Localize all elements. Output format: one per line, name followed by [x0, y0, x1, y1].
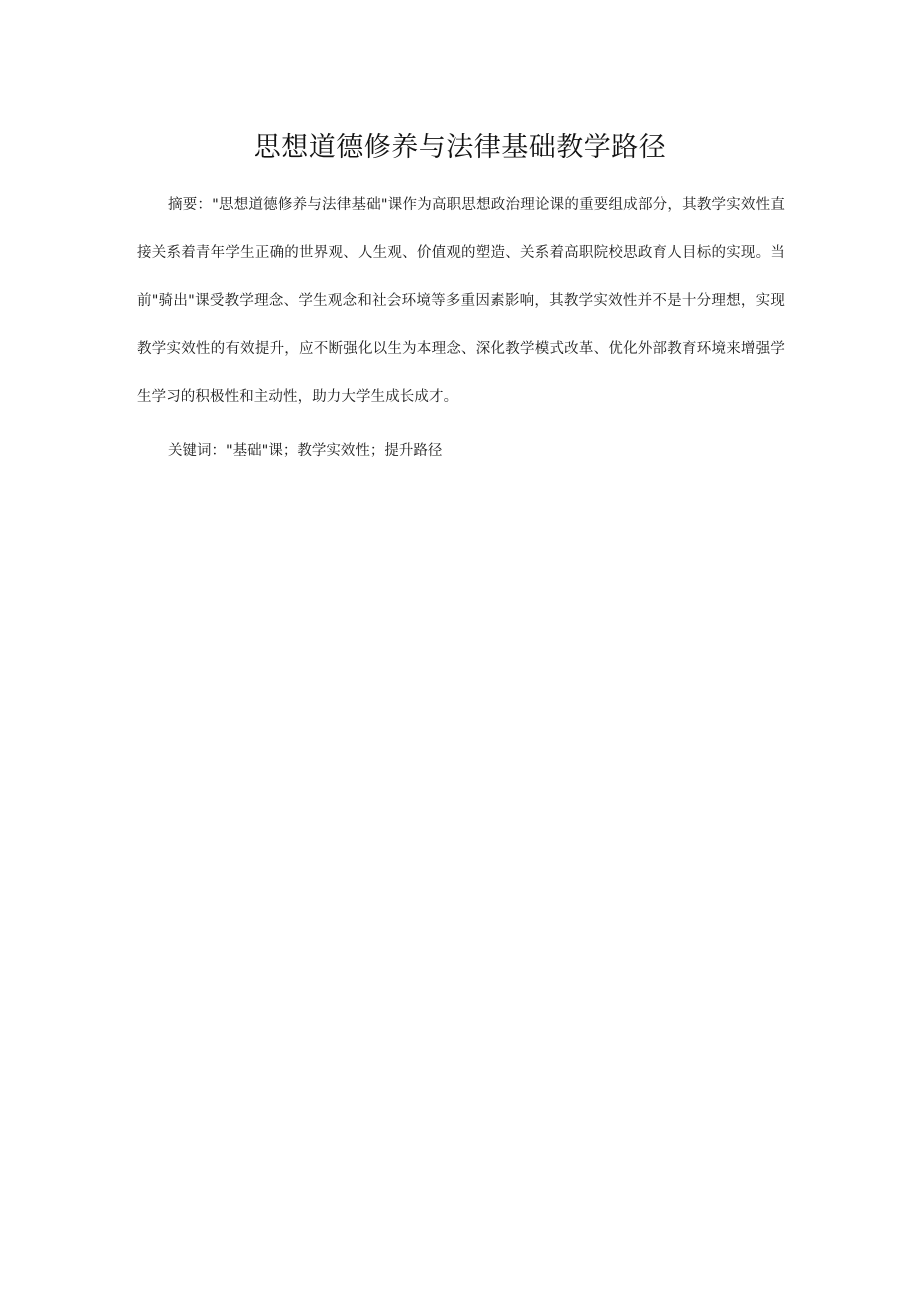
keywords-label: 关键词： — [168, 443, 226, 459]
keywords-text: "基础"课；教学实效性；提升路径 — [226, 443, 443, 459]
abstract-text: "思想道德修养与法律基础"课作为高职思想政治理论课的重要组成部分，其教学实效性直接关系着青年学生正确的世界观、人生观、价值观的塑造、关系着高职院校思政育人目标的实现。当前"骑出"课受教学理念、学生观念和社会环境等多重因素影响，其教学实效性并不是十分理想，实现教学实效性的有效提升，应不断强化以生为本理念、深化教学模式改革、优化外部教育环境来增强学生学习的积极性和主动性，助力大学生成长成才。 — [137, 197, 785, 405]
abstract-paragraph — [137, 181, 785, 421]
keywords-paragraph — [137, 431, 785, 471]
abstract-label: 摘要： — [168, 197, 213, 213]
page-title: 思想道德修养与法律基础教学路径 — [253, 132, 667, 163]
